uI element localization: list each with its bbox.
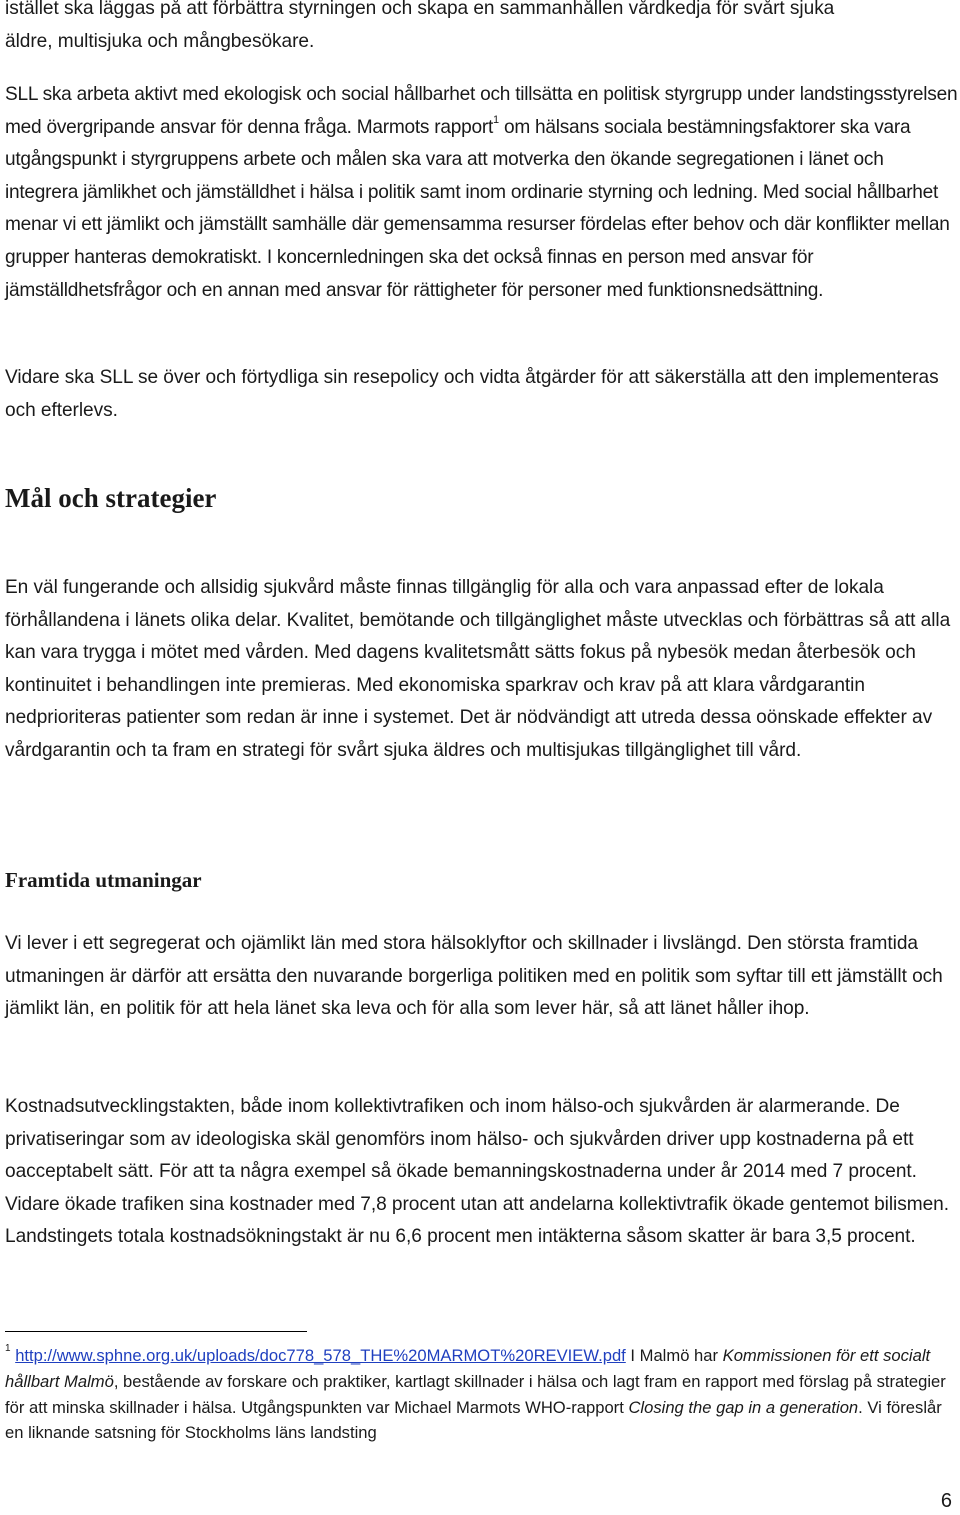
footnote-reference[interactable]: 1 (493, 114, 499, 127)
mal-paragraph: En väl fungerande och allsidig sjukvård måste finnas tillgänglig för alla och vara anpassad efter de lokala förhållandena i länets olika delar. Kvalitet, bemötande och tillgänglighet måste utvecklas och förbättras så att alla kan vara trygga i mötet med vården. Med dagens kvalitetsmått sätts fokus på nybesök medan återbesök och kontinuitet i behandlingen inte premieras. Med ekonomiska sparkrav och krav på att klara vårdgarantin nedprioriteras patienter som redan är inne i systemet. Det är nödvändigt att utreda dessa oönskade effekter av vårdgarantin och ta fram en strategi för svårt sjuka äldres och multisjukas tillgänglighet till vård. (5, 577, 951, 761)
footnote-text-a: I Malmö har (625, 1346, 723, 1365)
section-heading-framtida: Framtida utmaningar (5, 868, 202, 892)
sll-paragraph-part1: SLL ska arbeta aktivt med ekologisk och social hållbarhet och tillsätta en politisk styrgrupp under landstingsstyrelsen med övergripande ansvar för denna fråga. (5, 84, 958, 138)
footnote-italic-b: Closing the gap in a generation (628, 1397, 859, 1417)
intro-line-2: äldre, multisjuka och mångbesökare. (5, 30, 315, 52)
footnote-number: 1 (5, 1343, 11, 1355)
sll-paragraph-part3: om hälsans sociala bestämningsfaktorer ska vara utgångspunkt i styrgruppens arbete och målen ska vara att motverka den ökande segregationen i länet och integrera jämlikhet och jämställdhet i hälsa i politik samt inom ordinarie styrning och ledning. Med social hållbarhet menar vi ett jämlikt och jämställt samhälle där gemensamma resurser fördelas efter behov och där konflikter mellan grupper hanteras demokratiskt. I koncernledningen ska det också finnas en person med ansvar för jämställdhetsfrågor och en annan med ansvar för rättigheter för personer med funktionsnedsättning. (5, 116, 950, 301)
sll-paragraph (5, 79, 960, 307)
footnote-link[interactable]: http://www.sphne.org.uk/uploads/doc778_578_THE%20MARMOT%20REVIEW.pdf (15, 1346, 626, 1365)
footnote (5, 1343, 960, 1446)
footnote-text-b: , bestående av forskare och praktiker, kartlagt skillnader i hälsa och lagt fram en rapport med förslag på strategier för att minska skillnader i hälsa. Utgångspunkten var Michael Marmots WHO-rapport (5, 1371, 946, 1417)
footnote-italic-a: Kommissionen för ett socialt hållbart Malmö (5, 1346, 931, 1391)
section-heading-mal: Mål och strategier (5, 483, 217, 513)
framtida-paragraph: Vi lever i ett segregerat och ojämlikt län med stora hälsoklyftor och skillnader i livslängd. Den största framtida utmaningen är därför att ersätta den nuvarande borgerliga politiken med en politik som syftar till ett jämställt och jämlikt län, en politik för att hela länet ska leva och för alla som lever här, så att länet håller ihop. (5, 933, 943, 1020)
kostnad-paragraph: Kostnadsutvecklingstakten, både inom kollektivtrafiken och inom hälso-och sjukvården är alarmerande. De privatiseringar som av ideologiska skäl genomförs inom hälso- och sjukvården driver upp kostnaderna på ett oacceptabelt sätt. För att ta några exempel så ökade bemanningskostnaderna under år 2014 med 7 procent. Vidare ökade trafiken sina kostnader med 7,8 procent utan att andelarna kollektivtrafik ökade gentemot bilismen. Landstingets totala kostnadsökningstakt är nu 6,6 procent men intäkterna såsom skatter är bara 3,5 procent. (5, 1096, 949, 1248)
page-number: 6 (940, 1490, 952, 1512)
resepolicy-paragraph: Vidare ska SLL se över och förtydliga sin resepolicy och vidta åtgärder för att säkerställa att den implementeras och efterlevs. (5, 367, 939, 421)
sll-paragraph-part2: Marmots rapport (351, 116, 494, 138)
footnote-text-c: . Vi föreslår en liknande satsning för Stockholms läns landsting (5, 1397, 942, 1443)
intro-paragraph (5, 0, 960, 58)
intro-line-1: istället ska läggas på att förbättra styrningen och skapa en sammanhållen vårdkedja för svårt sjuka (5, 0, 835, 19)
footnote-separator (5, 1331, 307, 1332)
